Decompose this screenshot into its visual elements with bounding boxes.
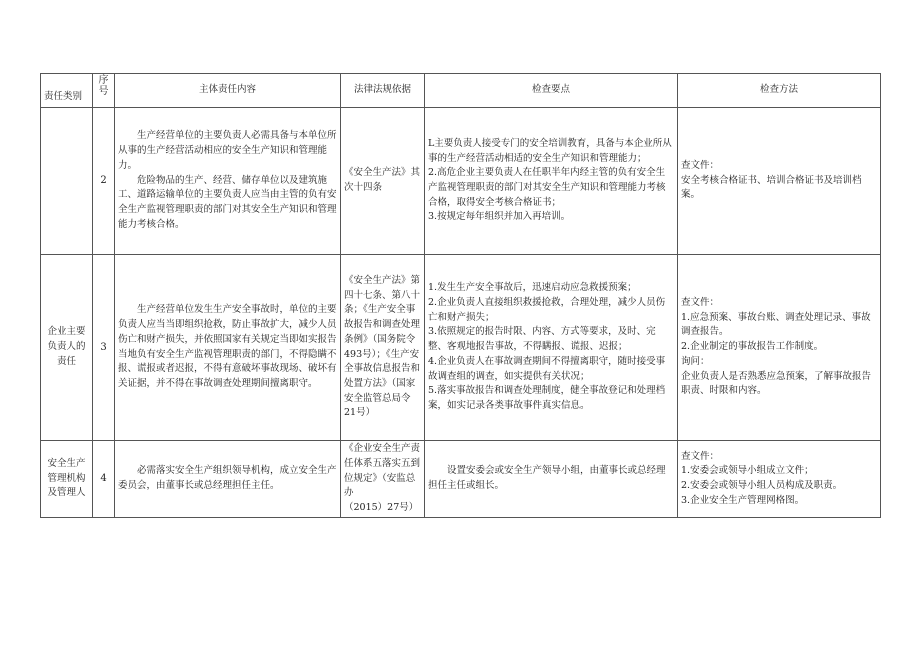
method-cell bbox=[678, 441, 881, 518]
seq-cell: 4 bbox=[93, 441, 115, 518]
content-cell bbox=[115, 441, 341, 518]
table-row bbox=[41, 108, 881, 255]
method-line: 查文件： bbox=[681, 450, 720, 462]
seq-cell: 3 bbox=[93, 255, 115, 441]
points-cell bbox=[425, 255, 678, 441]
method-line: 2.安委会或领导小组人员构成及职责。 bbox=[681, 480, 843, 491]
basis-text: （2015）27号） bbox=[344, 502, 419, 514]
method-line: 1.安委会或领导小组成立文件； bbox=[681, 465, 814, 477]
header-category: 责任类别 bbox=[41, 74, 93, 108]
header-row bbox=[41, 74, 881, 108]
category-cell bbox=[41, 108, 93, 255]
basis-cell bbox=[341, 108, 425, 255]
method-line: 查文件： bbox=[681, 159, 720, 171]
point-item: 3.按规定每年组织并加入再培训。 bbox=[428, 211, 571, 223]
method-line: 3.企业安全生产管理网格图。 bbox=[681, 494, 805, 506]
content-paragraph: 危险物品的生产、经营、储存单位以及建筑施工、道路运输单位的主要负责人应当由主管的负有安全生产监视管理职责的部门对其安全生产知识和管理能力考核合格。 bbox=[118, 174, 337, 230]
header-content: 主体责任内容 bbox=[115, 74, 341, 108]
content-cell bbox=[115, 108, 341, 255]
method-line: 1.应急预案、事故台账、调查处理记录、事故调查报告。 bbox=[681, 311, 871, 338]
header-method: 检查方法 bbox=[678, 74, 881, 108]
responsibility-table bbox=[40, 73, 881, 518]
table-row bbox=[41, 441, 881, 518]
method-line: 企业负责人是否熟悉应急预案，了解事故报告职责、时限和内容。 bbox=[681, 370, 872, 397]
basis-text: 《企业安全生产责任体系五落实五到位规定》（安监总办 bbox=[344, 443, 421, 499]
basis-text: 《安全生产法》第四十七条、第八十条；《生产安全事故报告和调查处理条例》（国务院令493号）；《生产安全事故信息报告和处置方法》（国家安全监管总局令21号） bbox=[344, 274, 421, 419]
category-cell: 安全生产管理机构及管理人 bbox=[41, 441, 93, 518]
header-points: 检查要点 bbox=[425, 74, 678, 108]
method-line: 询问： bbox=[681, 355, 710, 367]
table-row bbox=[41, 255, 881, 441]
points-cell bbox=[425, 441, 678, 518]
category-cell: 企业主要负责人的责任 bbox=[41, 255, 93, 441]
basis-cell bbox=[341, 441, 425, 518]
basis-cell bbox=[341, 255, 425, 441]
point-item: 1.发生生产安全事故后，迅速启动应急救援预案； bbox=[428, 282, 637, 294]
basis-text: 《安全生产法》其次十四条 bbox=[344, 167, 421, 193]
seq-cell: 2 bbox=[93, 108, 115, 255]
method-line: 查文件： bbox=[681, 296, 720, 308]
point-item: 4.企业负责人在事故调查期间不得擅离职守，随时接受事故调查组的调查，如实提供有关状况； bbox=[428, 355, 666, 382]
method-line: 2.企业制定的事故报告工作制度。 bbox=[681, 341, 824, 353]
header-basis: 法律法规依据 bbox=[341, 74, 425, 108]
method-cell bbox=[678, 108, 881, 255]
point-item: 2.企业负责人直接组织救援抢救，合理处理，减少人员伤亡和财产损失； bbox=[428, 296, 666, 323]
method-line: 安全考核合格证书、培训合格证书及培训档案。 bbox=[681, 174, 862, 201]
method-cell bbox=[678, 255, 881, 441]
point-item: 2.高危企业主要负责人在任职半年内经主管的负有安全生产监视管理职责的部门对其安全生产知识和管理能力考核合格，取得安全考核合格证书； bbox=[428, 167, 666, 208]
content-paragraph: 生产经营单位发生生产安全事故时，单位的主要负责人应当当即组织抢救，防止事故扩大，减少人员伤亡和财产损失，并依照国家有关规定当即如实报告当地负有安全生产监视管理职责的部门，不得隐瞒不报、谎报或者迟报，不得有意破坏事故现场、破坏有关证据，并不得在事故调查处理期间擅离职守。 bbox=[118, 304, 337, 389]
content-paragraph: 必需落实安全生产组织领导机构，成立安全生产委员会，由董事长或总经理担任主任。 bbox=[118, 465, 337, 491]
points-cell bbox=[425, 108, 678, 255]
point-item: L主要负责人接受专门的安全培训教育，具备与本企业所从事的生产经营活动相适的安全生产知识和管理能力； bbox=[428, 137, 672, 164]
content-paragraph: 生产经营单位的主要负责人必需具备与本单位所从事的生产经营活动相应的安全生产知识和管理能力。 bbox=[118, 130, 337, 171]
point-item: 3.依照规定的报告时限、内容、方式等要求，及时、完整、客观地报告事故，不得瞒报、谎报、迟报； bbox=[428, 326, 656, 353]
point-item: 5.落实事故报告和调查处理制度，健全事故登记和处理档案，如实记录各类事故事件真实信息。 bbox=[428, 385, 666, 412]
point-item: 设置安委会或安全生产领导小组，由董事长或总经理担任主任或组长。 bbox=[428, 465, 666, 491]
content-cell bbox=[115, 255, 341, 441]
header-seq: 序号 bbox=[93, 74, 115, 108]
